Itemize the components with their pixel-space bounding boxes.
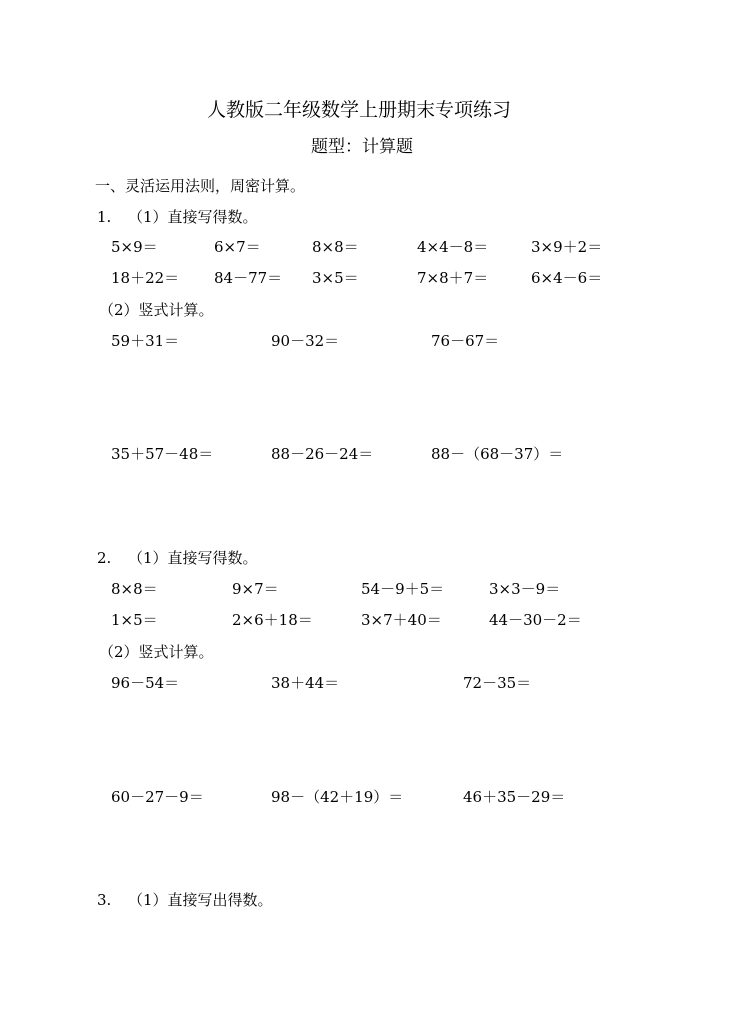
q1-part2-heading: （2）竖式计算。	[99, 301, 214, 319]
q1-mental-item: 18＋22＝	[111, 269, 180, 287]
q2-mental-item: 1×5＝	[111, 611, 158, 629]
q1-mental-item: 4×4－8＝	[417, 238, 489, 256]
q2-vertical-item: 60－27－9＝	[111, 788, 204, 806]
page-title: 人教版二年级数学上册期末专项练习	[207, 99, 512, 121]
q2-mental-item: 2×6＋18＝	[232, 611, 313, 629]
page-subtitle: 题型：计算题	[311, 137, 413, 157]
q2-vertical-item: 98－（42＋19）＝	[271, 788, 404, 806]
q1-mental-item: 84－77＝	[214, 269, 283, 287]
q1-vertical-item: 59＋31＝	[111, 332, 180, 350]
q1-vertical-item: 90－32＝	[271, 332, 340, 350]
q1-mental-item: 3×9＋2＝	[531, 238, 603, 256]
q2-mental-item: 3×7＋40＝	[361, 611, 442, 629]
q1-mental-item: 3×5＝	[312, 269, 359, 287]
question-number-3: 3.	[97, 891, 112, 909]
q3-part1-heading: （1）直接写出得数。	[128, 891, 273, 909]
section-heading: 一、灵活运用法则，周密计算。	[95, 177, 306, 195]
q1-vertical-item: 88－26－24＝	[271, 445, 374, 463]
q1-mental-item: 7×8＋7＝	[417, 269, 489, 287]
q2-mental-item: 8×8＝	[111, 580, 158, 598]
q1-vertical-item: 76－67＝	[431, 332, 500, 350]
q2-vertical-item: 38＋44＝	[271, 674, 340, 692]
q2-mental-item: 44－30－2＝	[489, 611, 582, 629]
q2-vertical-item: 46＋35－29＝	[463, 788, 566, 806]
q1-mental-item: 6×4－6＝	[531, 269, 603, 287]
q2-mental-item: 54－9＋5＝	[361, 580, 445, 598]
q2-mental-item: 3×3－9＝	[489, 580, 561, 598]
question-number-2: 2.	[97, 549, 112, 567]
q1-vertical-item: 35＋57－48＝	[111, 445, 214, 463]
q2-part2-heading: （2）竖式计算。	[99, 643, 214, 661]
q2-vertical-item: 96－54＝	[111, 674, 180, 692]
q2-part1-heading: （1）直接写得数。	[128, 549, 258, 567]
q1-vertical-item: 88－（68－37）＝	[431, 445, 564, 463]
q1-part1-heading: （1）直接写得数。	[128, 208, 258, 226]
question-number-1: 1.	[97, 208, 112, 226]
q1-mental-item: 8×8＝	[312, 238, 359, 256]
q2-vertical-item: 72－35＝	[463, 674, 532, 692]
q1-mental-item: 6×7＝	[214, 238, 261, 256]
q1-mental-item: 5×9＝	[111, 238, 158, 256]
q2-mental-item: 9×7＝	[232, 580, 279, 598]
